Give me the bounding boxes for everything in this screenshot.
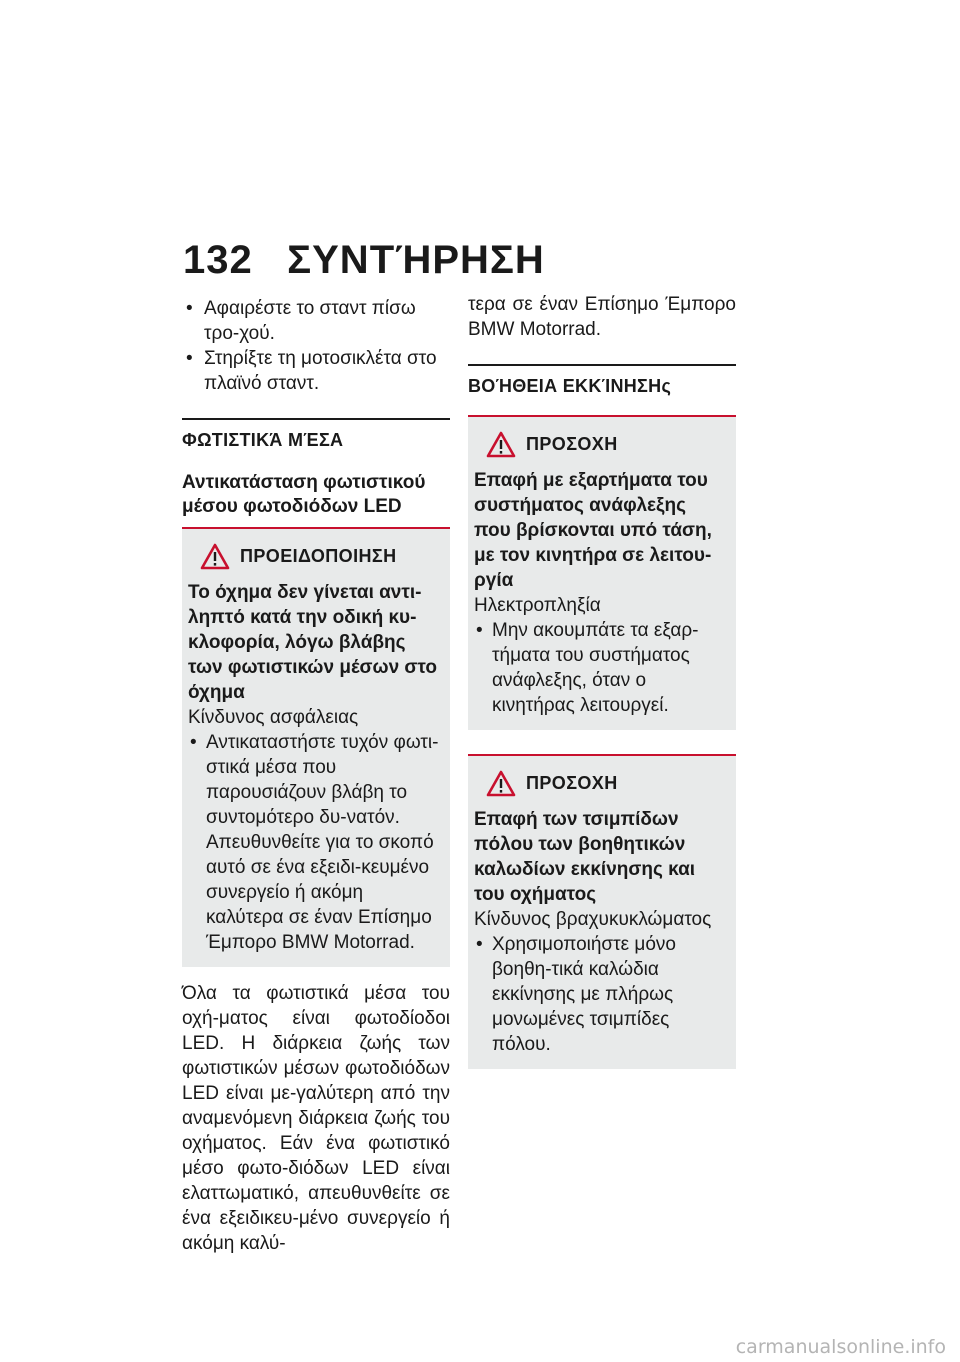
page-header — [183, 238, 545, 283]
list-item — [182, 346, 450, 396]
caution-box-clamps — [468, 754, 736, 1069]
warning-bullet — [188, 730, 440, 955]
warning-subtitle: Ηλεκτροπληξία — [474, 595, 601, 616]
warning-header — [480, 770, 726, 797]
bullet-dot: • — [190, 732, 197, 753]
bullet-dot: • — [476, 934, 483, 955]
warning-triangle-icon — [486, 770, 516, 797]
left-column — [182, 296, 450, 1256]
bullet-dot: • — [476, 620, 483, 641]
warning-title: Επαφή με εξαρτήματα του συστήματος ανάφλεξης που βρίσκονται υπό τάση, με τον κινητήρα σε λειτου-ργία — [474, 470, 712, 591]
warning-bullet-text: Αντικαταστήστε τυχόν φωτι-στικά μέσα που παρουσιάζουν βλάβη το συντομότερο δυ-νατόν. Απευθυνθείτε για το σκοπό αυτό σε ένα εξειδι-κευμένο συνεργείο ή ακόμη καλύτερα σε έναν Επίσημο Έμπορο BMW Motorrad. — [206, 732, 439, 953]
watermark: carmanualsonline.info — [735, 1336, 946, 1358]
warning-bullet — [474, 618, 726, 718]
warning-label: ΠΡΟΕΙΔΟΠΟΙΗΣΗ — [240, 546, 397, 566]
warning-header — [194, 543, 440, 570]
section-title-lights: ΦΩΤΙΣΤΙΚΆ ΜΈΣΑ — [182, 418, 450, 451]
warning-subtitle: Κίνδυνος ασφάλειας — [188, 707, 359, 728]
caution-box-ignition — [468, 415, 736, 730]
body-paragraph: Όλα τα φωτιστικά μέσα του οχή-ματος είναι φωτοδίοδοι LED. Η διάρκεια ζωής των φωτιστικών μέσων φωτοδιόδων LED είναι με-γαλύτερη από την αναμενόμενη διάρκεια ζωής του οχήματος. Εάν ένα φωτιστικό μέσο φωτο-διόδων LED είναι ελαττωματικό, απευθυνθείτε σε ένα εξειδικευ-μένο συνεργείο ή ακόμη καλύ- — [182, 983, 450, 1254]
list-item-text: Αφαιρέστε το σταντ πίσω τρο-χού. — [204, 298, 416, 344]
warning-bullet-text: Μην ακουμπάτε τα εξαρ-τήματα του συστήματος ανάφλεξης, όταν ο κινητήρας λειτουργεί. — [492, 620, 699, 716]
warning-label: ΠΡΟΣΟΧΗ — [526, 773, 618, 793]
list-item — [182, 296, 450, 346]
warning-box — [182, 527, 450, 967]
subsection-title-led: Αντικατάσταση φωτιστικού μέσου φωτοδιόδων LED — [182, 472, 426, 517]
warning-triangle-icon — [486, 431, 516, 458]
section-title-jump-start: ΒΟΉΘΕΙΑ ΕΚΚΊΝΗΣΗς — [468, 364, 736, 397]
right-column — [468, 292, 736, 1069]
warning-label: ΠΡΟΣΟΧΗ — [526, 434, 618, 454]
warning-title: Το όχημα δεν γίνεται αντι-ληπτό κατά την οδική κυ-κλοφορία, λόγω βλάβης των φωτιστικών μέσων στο όχημα — [188, 582, 437, 703]
bullet-dot: • — [186, 298, 193, 319]
page-number: 132 — [183, 238, 253, 282]
warning-header — [480, 431, 726, 458]
warning-triangle-icon — [200, 543, 230, 570]
warning-bullet — [474, 932, 726, 1057]
chapter-title: ΣΥΝΤΉΡΗΣΗ — [287, 238, 545, 282]
warning-subtitle: Κίνδυνος βραχυκυκλώματος — [474, 909, 712, 930]
warning-bullet-text: Χρησιμοποιήστε μόνο βοηθη-τικά καλώδια εκκίνησης με πλήρως μονωμένες τσιμπίδες πόλου. — [492, 934, 676, 1055]
continuation-paragraph: τερα σε έναν Επίσημο Έμπορο BMW Motorrad. — [468, 294, 736, 340]
bullet-dot: • — [186, 348, 193, 369]
warning-title: Επαφή των τσιμπίδων πόλου των βοηθητικών καλωδίων εκκίνησης και του οχήματος — [474, 809, 696, 905]
list-item-text: Στηρίξτε τη μοτοσικλέτα στο πλαϊνό σταντ. — [204, 348, 437, 394]
